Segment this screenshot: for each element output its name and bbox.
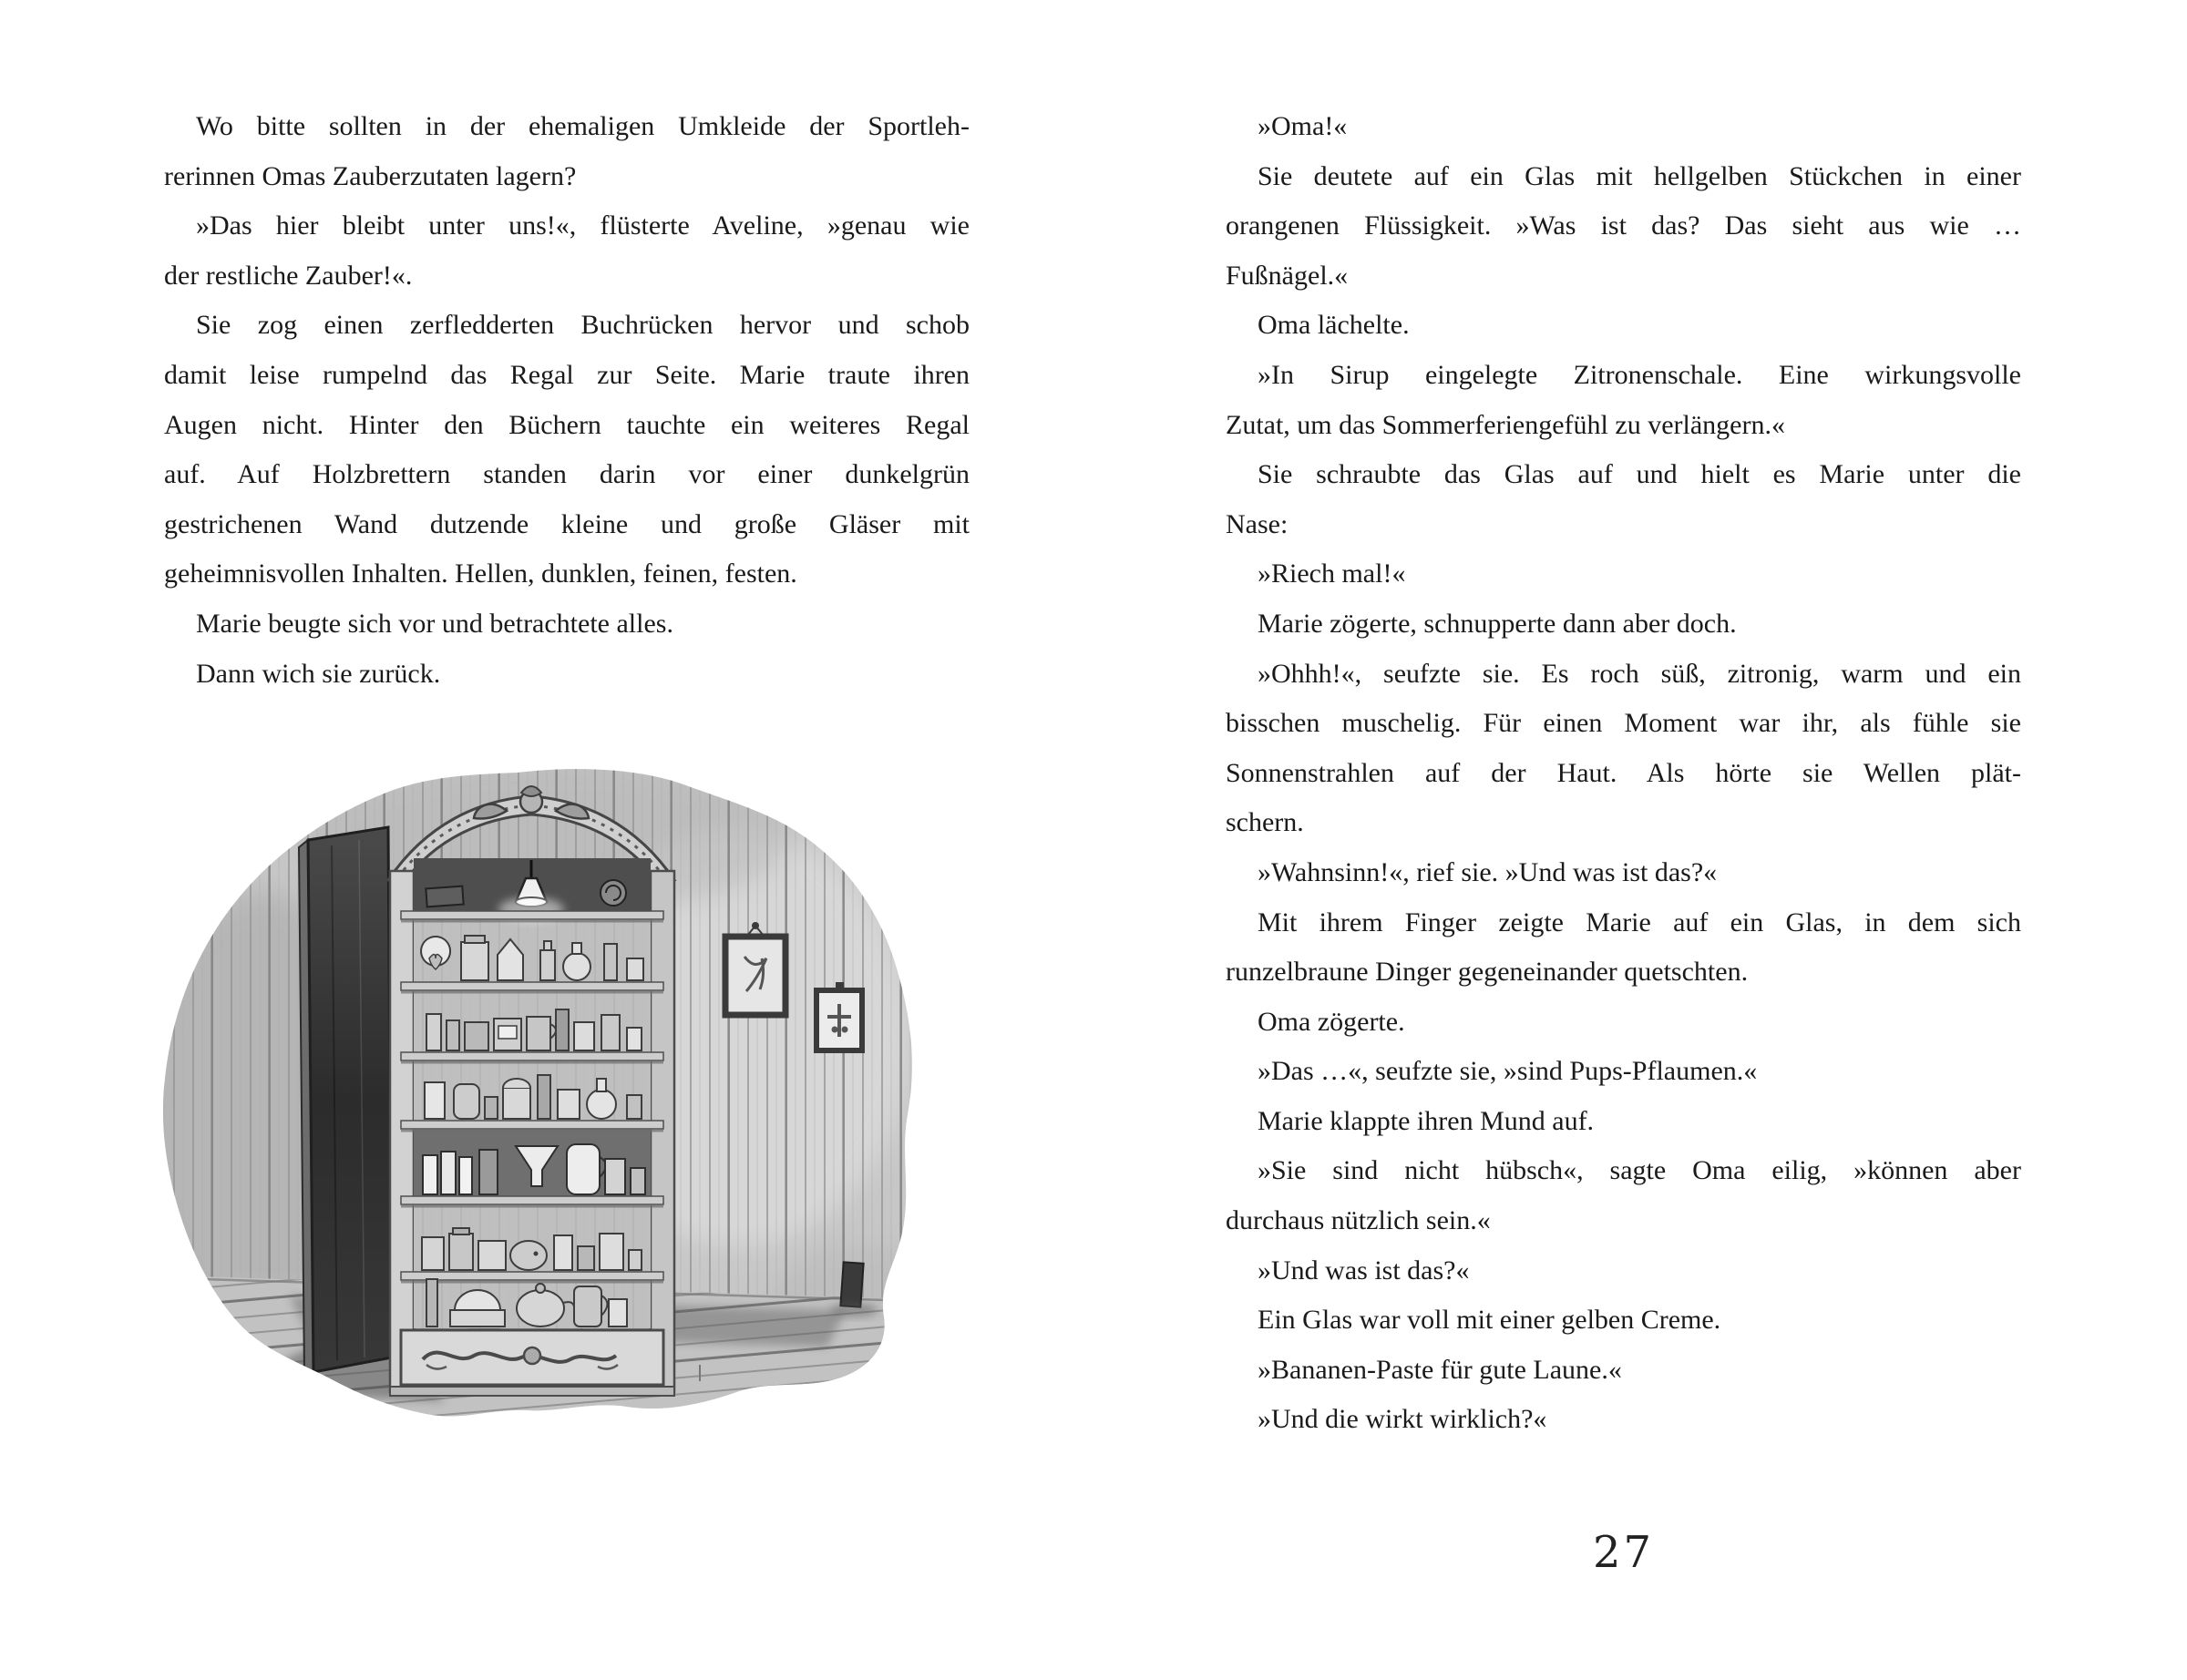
picture-frame-small <box>816 982 862 1050</box>
text-line: Sie zog einen zerfledderten Buchrücken hervor und schob <box>196 310 970 341</box>
text-line: »Das hier bleibt unter uns!«, flüsterte Aveline, »genau wie <box>196 210 970 241</box>
text-line: bisschen muschelig. Für einen Moment war ihr, als fühle sie <box>1226 708 2021 739</box>
left-page-text <box>164 102 970 699</box>
text-line: schern. <box>1226 807 1304 838</box>
text-line: rerinnen Omas Zauberzutaten lagern? <box>164 160 577 191</box>
paragraph <box>1226 102 2021 152</box>
page-number: 27 <box>1592 1527 1655 1578</box>
paragraph <box>164 650 970 700</box>
text-line: Augen nicht. Hinter den Büchern tauchte ein weiteres Regal <box>164 409 970 440</box>
paragraph <box>1226 998 2021 1048</box>
paragraph <box>1226 848 2021 898</box>
paragraph <box>1226 599 2021 650</box>
paragraph <box>164 301 970 599</box>
shelf-cabinet <box>388 786 674 1396</box>
text-line: geheimnisvollen Inhalten. Hellen, dunklen, feinen, festen. <box>164 558 797 589</box>
text-line: »In Sirup eingelegte Zitronenschale. Eine wirkungsvolle <box>1258 359 2021 390</box>
paragraph <box>1226 650 2021 848</box>
paragraph <box>1226 450 2021 549</box>
text-line: Nase: <box>1226 508 1289 539</box>
text-line: »Oma!« <box>1258 111 1348 141</box>
text-line: »Bananen-Paste für gute Laune.« <box>1258 1354 1622 1385</box>
text-line: auf. Auf Holzbrettern standen darin vor einer dunkelgrün <box>164 459 970 490</box>
text-line: Fußnägel.« <box>1226 260 1349 291</box>
text-line: Mit ihrem Finger zeigte Marie auf ein Glas, in dem sich <box>1258 907 2021 937</box>
text-line: Sie deutete auf ein Glas mit hellgelben Stückchen in einer <box>1258 160 2021 191</box>
text-line: »Und was ist das?« <box>1258 1255 1470 1286</box>
text-line: Ein Glas war voll mit einer gelben Creme. <box>1258 1305 1721 1336</box>
text-line: Wo bitte sollten in der ehemaligen Umkleide der Sportleh- <box>196 111 970 141</box>
cabinet-illustration-svg <box>153 763 923 1438</box>
paragraph <box>164 102 970 201</box>
text-line: Dann wich sie zurück. <box>196 658 441 689</box>
text-line: der restliche Zauber!«. <box>164 260 413 291</box>
text-line: Oma lächelte. <box>1258 310 1410 341</box>
text-line: »Ohhh!«, seufzte sie. Es roch süß, zitronig, warm und ein <box>1258 658 2021 689</box>
carved-drawer <box>401 1330 663 1385</box>
open-door <box>299 827 392 1376</box>
text-line: gestrichenen Wand dutzende kleine und große Gläser mit <box>164 508 970 539</box>
paragraph <box>1226 152 2021 302</box>
paragraph <box>1226 1146 2021 1245</box>
cabinet-illustration <box>153 763 923 1438</box>
picture-frame-large <box>725 922 785 1015</box>
text-line: runzelbraune Dinger gegeneinander quetschten. <box>1226 957 1749 988</box>
paragraph <box>1226 898 2021 998</box>
text-line: damit leise rumpelnd das Regal zur Seite. Marie traute ihren <box>164 359 970 390</box>
paragraph <box>1226 549 2021 599</box>
text-line: »Riech mal!« <box>1258 558 1406 589</box>
text-line: Sie schraubte das Glas auf und hielt es Marie unter die <box>1258 459 2021 490</box>
right-page <box>1094 0 2187 1680</box>
text-line: durchaus nützlich sein.« <box>1226 1205 1491 1236</box>
text-line: Zutat, um das Sommerferiengefühl zu verlängern.« <box>1226 409 1785 440</box>
text-line: Sonnenstrahlen auf der Haut. Als hörte sie Wellen plät- <box>1226 757 2021 788</box>
paragraph <box>1226 1246 2021 1296</box>
text-line: orangenen Flüssigkeit. »Was ist das? Das sieht aus wie … <box>1226 210 2021 241</box>
text-line: »Und die wirkt wirklich?« <box>1258 1404 1547 1435</box>
paragraph <box>1226 301 2021 351</box>
text-line: Marie zögerte, schnupperte dann aber doch. <box>1258 608 1737 639</box>
paragraph <box>1226 1296 2021 1346</box>
paragraph <box>1226 1047 2021 1097</box>
paragraph <box>164 201 970 301</box>
paragraph <box>164 599 970 650</box>
text-line: Marie klappte ihren Mund auf. <box>1258 1105 1595 1136</box>
text-line: »Wahnsinn!«, rief sie. »Und was ist das?« <box>1258 856 1718 887</box>
paragraph <box>1226 1346 2021 1396</box>
text-line: Marie beugte sich vor und betrachtete alles. <box>196 608 673 639</box>
text-line: »Das …«, seufzte sie, »sind Pups-Pflaumen.« <box>1258 1056 1758 1087</box>
text-line: »Sie sind nicht hübsch«, sagte Oma eilig, »können aber <box>1258 1155 2021 1186</box>
paragraph <box>1226 1097 2021 1147</box>
paragraph <box>1226 351 2021 450</box>
paragraph <box>1226 1395 2021 1445</box>
text-line: Oma zögerte. <box>1258 1006 1405 1037</box>
right-page-text <box>1226 102 2021 1445</box>
